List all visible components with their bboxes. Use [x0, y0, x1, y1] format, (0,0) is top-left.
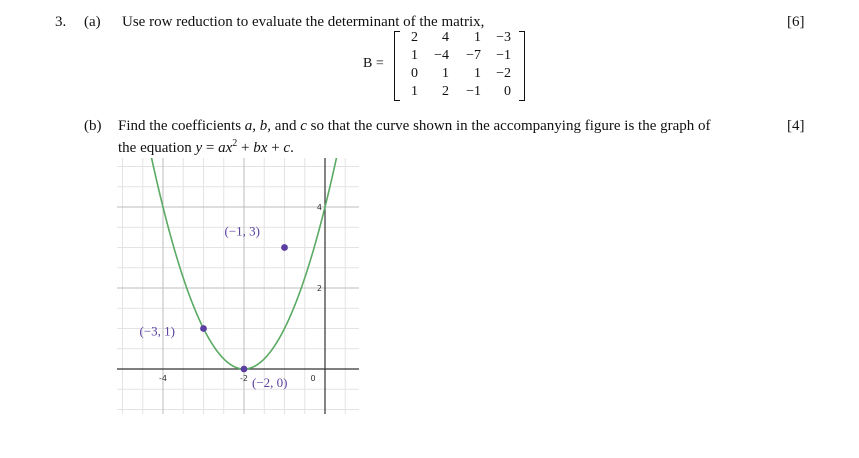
matrix-b	[363, 28, 533, 104]
eq-bx: bx	[253, 140, 268, 156]
y-tick-label: 2	[316, 284, 322, 293]
point-label: (−2, 0)	[252, 375, 288, 390]
comma: ,	[252, 118, 260, 134]
matrix-cell: 2	[411, 30, 418, 45]
matrix-cell: 2	[442, 84, 449, 99]
part-b-line2	[118, 135, 294, 157]
var-a: a	[244, 118, 253, 134]
matrix-cell: −2	[496, 66, 511, 81]
part-b-label: (b)	[84, 118, 102, 134]
matrix-cell: −7	[466, 48, 481, 63]
x-tick-label: 0	[310, 374, 316, 383]
data-point	[241, 366, 248, 373]
point-label: (−3, 1)	[139, 323, 175, 339]
matrix-cell: 4	[442, 30, 449, 45]
var-c: c	[300, 118, 307, 134]
matrix-cell: −1	[496, 48, 511, 63]
x-tick-label: -2	[240, 374, 248, 383]
eq-period: .	[290, 140, 294, 156]
matrix-cell: 1	[442, 66, 449, 81]
matrix-name: B =	[363, 56, 384, 71]
marked-points	[140, 224, 288, 391]
eq-ax: ax	[218, 140, 233, 156]
matrix-cell: 1	[474, 30, 481, 45]
eq-plus-2: +	[267, 140, 284, 156]
axes	[117, 158, 359, 414]
part-b-text-2: so that the curve shown in the accompanying figure is the graph of	[306, 118, 711, 134]
part-a-text: Use row reduction to evaluate the determinant of the matrix,	[122, 14, 485, 30]
matrix-cell: 0	[411, 66, 418, 81]
matrix-right-bracket	[519, 31, 525, 101]
matrix-cell: 0	[504, 84, 511, 99]
part-a-label: (a)	[84, 14, 101, 30]
eq-exponent: 2	[232, 138, 238, 149]
matrix-cell: −3	[496, 30, 511, 45]
eq-intro: the equation	[118, 140, 196, 156]
matrix-cell: −1	[466, 84, 481, 99]
eq-c: c	[283, 140, 291, 156]
parabola-figure	[117, 158, 359, 414]
var-b: b	[259, 118, 268, 134]
data-point	[281, 244, 288, 251]
question-number: 3.	[55, 14, 67, 30]
y-tick-label: 4	[316, 203, 322, 212]
matrix-cell: 1	[411, 84, 418, 99]
part-a-marks: [6]	[787, 14, 805, 30]
matrix-cell: 1	[474, 66, 481, 81]
part-b-text: Find the coefficients	[118, 118, 245, 134]
part-b-line1	[118, 117, 711, 135]
matrix-cell: −4	[434, 48, 449, 63]
point-label: (−1, 3)	[224, 223, 260, 239]
data-point	[200, 325, 207, 332]
and-text: , and	[267, 118, 301, 134]
eq-y: y	[195, 140, 203, 156]
x-tick-label: -4	[159, 374, 167, 383]
grid	[117, 158, 359, 414]
eq-plus-1: +	[237, 140, 254, 156]
matrix-cell: 1	[411, 48, 418, 63]
eq-equals: =	[202, 140, 219, 156]
part-b-marks: [4]	[787, 118, 805, 134]
